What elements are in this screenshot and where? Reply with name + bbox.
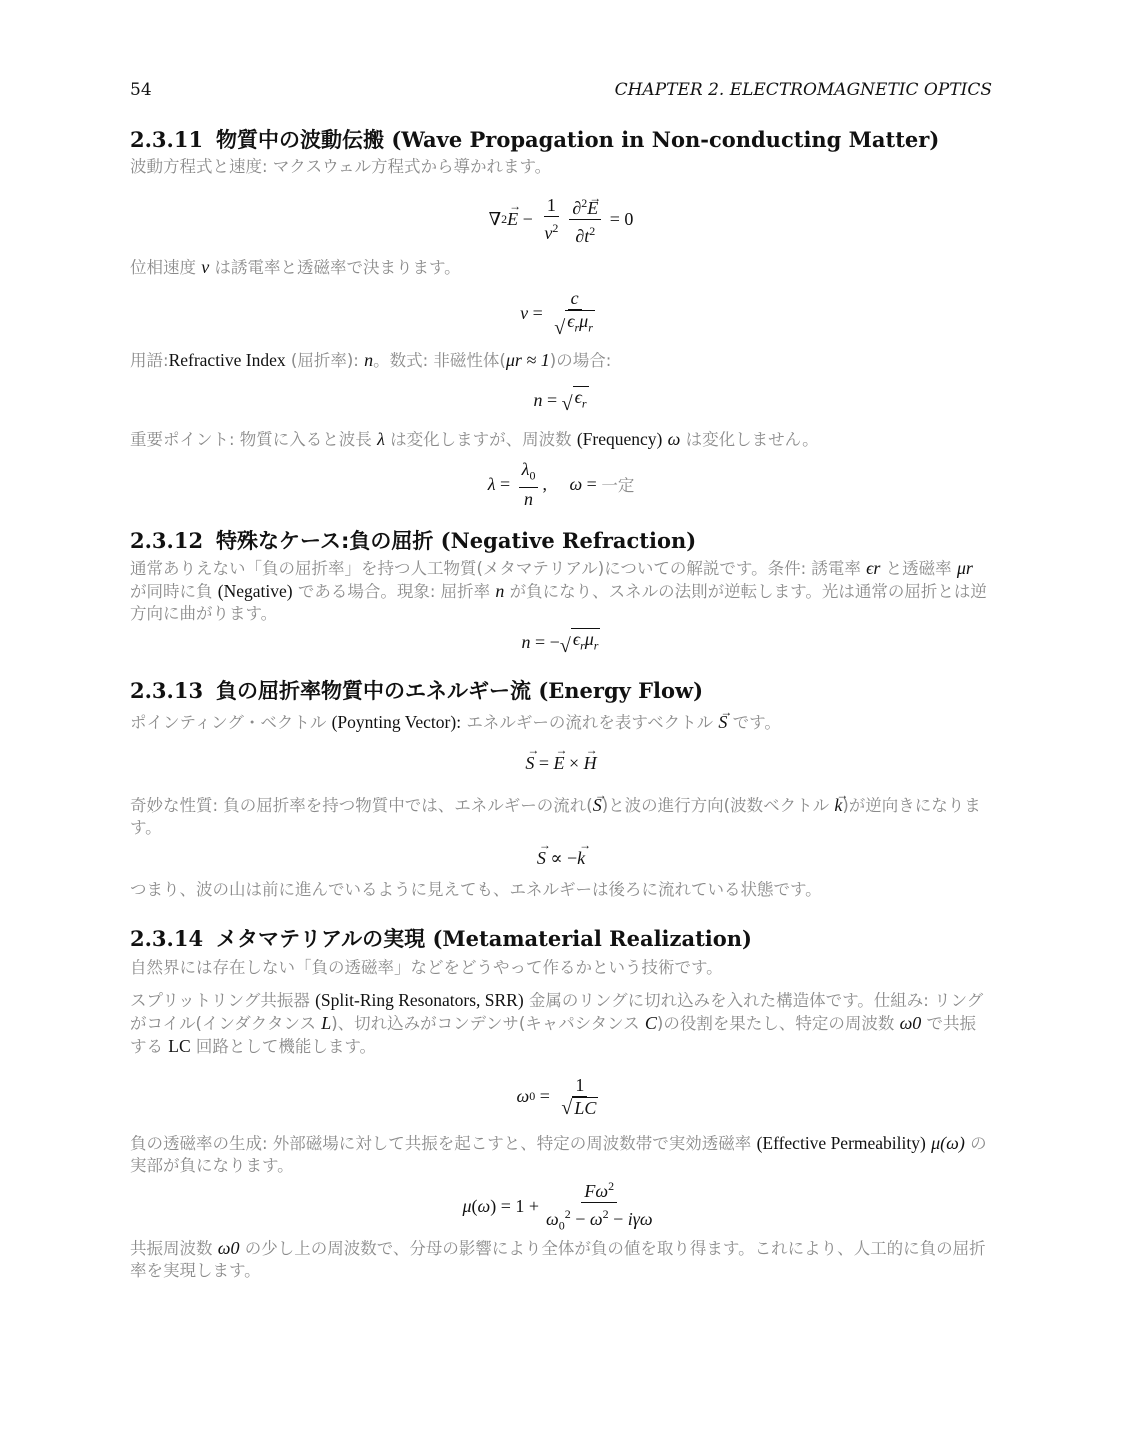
paragraph: 波動方程式と速度: マクスウェル方程式から導かれます。 [130,157,552,176]
equation-velocity: v = c √ $\epsilon_r\mu_r$ [520,288,593,339]
section-2-3-12-heading [130,525,992,557]
section-title-jp: メタマテリアルの実現 [216,927,426,951]
equation-resonance: ω 0 = 1 √ LC [516,1074,597,1119]
section-2-3-11-heading [130,124,992,156]
section-2-3-13-heading [130,675,992,707]
paragraph: スプリットリング共振器 (Split-Ring Resonators, SRR) 金属のリングに切れ込みを入れた構造体です。仕組み: リングがコイル(インダクタンス L)、切れ込みがコンデンサ(キャパシタンス C)の役割を果たし、特定の周波数 ω0 で共振する LC 回路として機能します。 [130,990,984,1056]
paragraph: 通常ありえない「負の屈折率」を持つ人工物質(メタマテリアル)についての解説です。条件: 誘電率 ϵr と透磁率 μr が同時に負 (Negative) である場合。現象: 屈折率 n が負になり、スネルの法則が逆転します。光は通常の屈折とは逆方向に曲がります。 [130,558,987,623]
section-title-en: (Negative Refraction) [440,528,697,553]
section-number: 2.3.12 [130,528,204,553]
paragraph: 用語:Refractive Index (屈折率): n。数式: 非磁性体(μr ≈ 1)の場合: [130,350,612,370]
equation-permeability: μ ( ω ) = 1 + $\frac{F\omega^2}{\omega_0^2 - \omega^2 - i\gamma\omega}$ [130,1181,992,1231]
paragraph: ポインティング・ベクトル (Poynting Vector): エネルギーの流れを表すベクトル → S です。 [130,711,992,734]
section-title-jp: 特殊なケース:負の屈折 [216,529,434,553]
paragraph: つまり、波の山は前に進んでいるように見えても、エネルギーは後ろに流れている状態です。 [130,880,822,899]
paragraph: 奇妙な性質: 負の屈折率を持つ物質中では、エネルギーの流れ(→ S)と波の進行方向(波数ベクトル → k)が逆向きになります。 [130,794,992,839]
equation-antiparallel: → S ∝ − → k [130,843,992,873]
section-2-3-14-heading [130,923,992,955]
section-title-jp: 負の屈折率物質中のエネルギー流 [216,679,531,703]
paragraph: 自然界には存在しない「負の透磁率」などをどうやって作るかという技術です。 [130,958,723,977]
section-title-en: (Energy Flow) [538,678,704,703]
running-head [130,80,992,104]
section-number: 2.3.13 [130,678,204,703]
equation-wave: ∇ 2 → E − $\frac{1}{v^2}$ $\frac{\partial^2\to E}{\partial t^2}$ = 0 [130,192,992,246]
equation-constant-label: 一定 [601,476,635,495]
paragraph: 位相速度 v は誘電率と透磁率で決まります。 [130,257,461,277]
section-number: 2.3.14 [130,926,204,951]
section-number: 2.3.11 [130,127,204,152]
equation-negative-index: n = − √ $\epsilon_r\mu_r$ [521,629,599,657]
paragraph: 共振周波数 ω0 の少し上の周波数で、分母の影響により全体が負の値を取り得ます。これにより、人工的に負の屈折率を実現します。 [130,1238,986,1280]
section-title-en: (Metamaterial Realization) [432,926,752,951]
paragraph: 負の透磁率の生成: 外部磁場に対して共振を起こすと、特定の周波数帯で実効透磁率 (Effective Permeability) μ(ω) の実部が負になります。 [130,1133,987,1175]
paragraph: 重要ポイント: 物質に入ると波長 λ は変化しますが、周波数 (Frequency) ω は変化しません。 [130,429,819,449]
section-title-en: (Wave Propagation in Non-conducting Matter) [391,127,940,152]
page-number: 54 [130,80,152,100]
equation-index: n = √ $\epsilon_r$ [533,387,587,415]
equation-wavelength: λ = $\frac{\lambda_0}{n}$ , ω = 一定 [487,459,635,509]
section-title-jp: 物質中の波動伝搬 [216,128,384,152]
equation-poynting: → S = → E × → H [130,748,992,778]
chapter-title: CHAPTER 2. ELECTROMAGNETIC OPTICS [614,80,992,100]
content [130,124,992,1282]
